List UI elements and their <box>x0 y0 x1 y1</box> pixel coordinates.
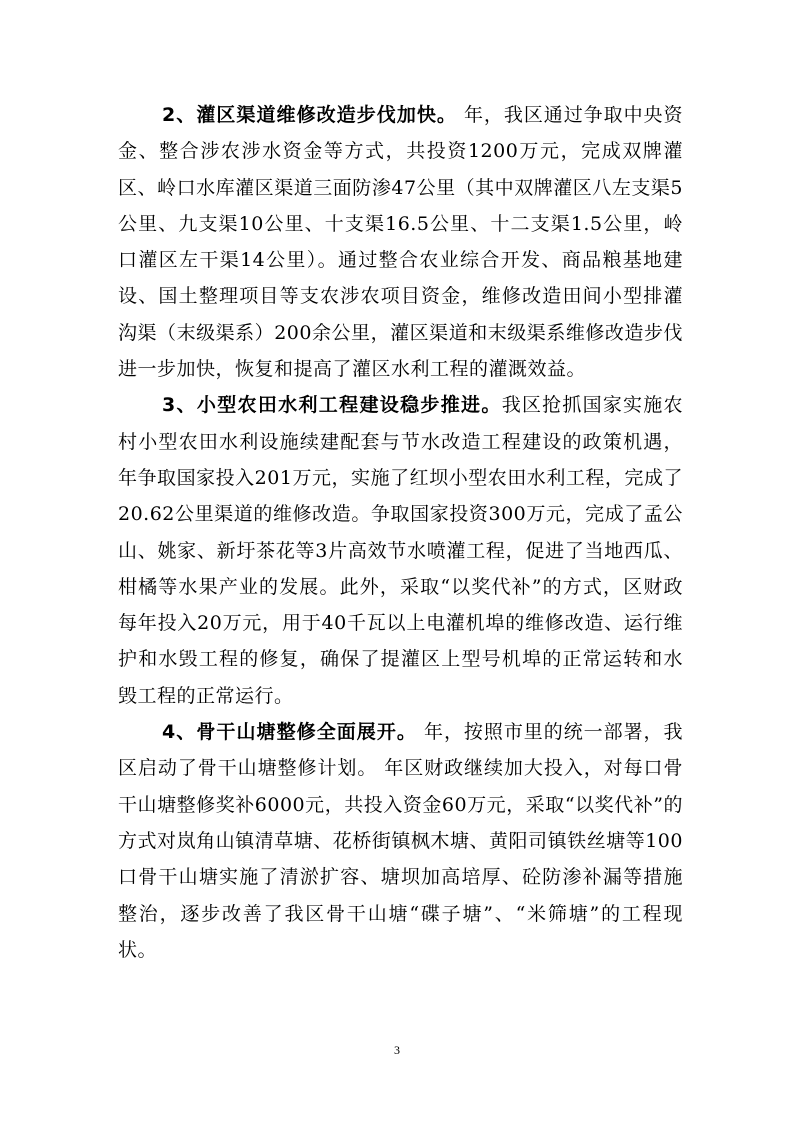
paragraph-canal-renovation <box>118 97 683 387</box>
document-body <box>118 97 683 968</box>
paragraph-pond-renovation <box>118 714 683 968</box>
paragraph-text: 我区抢抓国家实施农村小型农田水利设施续建配套与节水改造工程建设的政策机遇， 年争取国家投入201万元，实施了红坝小型农田水利工程，完成了20.62公里渠道的维修改造。争取国家投资300万元，完成了孟公山、姚家、新圩茶花等3片高效节水喷灌工程，促进了当地西瓜、柑橘等水果产业的发展。此外，采取“以奖代补”的方式，区财政每年投入20万元，用于40千瓦以上电灌机埠的维修改造、运行维护和水毁工程的修复，确保了提灌区上型号机埠的正常运转和水毁工程的正常运行。 <box>118 394 683 707</box>
paragraph-heading: 4、骨干山塘整修全面展开。 <box>162 721 417 744</box>
paragraph-farmland-irrigation <box>118 387 683 714</box>
paragraph-text: 年，我区通过争取中央资金、整合涉农涉水资金等方式，共投资1200万元，完成双牌灌区、岭口水库灌区渠道三面防渗47公里（其中双牌灌区八左支渠5公里、九支渠10公里、十支渠16.5公里、十二支渠1.5公里，岭口灌区左干渠14公里）。通过整合农业综合开发、商品粮基地建设、国土整理项目等支农涉农项目资金，维修改造田间小型排灌沟渠（末级渠系）200余公里，灌区渠道和末级渠系维修改造步伐进一步加快，恢复和提高了灌区水利工程的灌溉效益。 <box>118 104 683 381</box>
page-number: 3 <box>394 1043 400 1057</box>
paragraph-heading: 3、小型农田水利工程建设稳步推进。 <box>162 394 502 417</box>
paragraph-heading: 2、灌区渠道维修改造步伐加快。 <box>162 104 457 126</box>
paragraph-text: 年，按照市里的统一部署，我区启动了骨干山塘整修计划。 年区财政继续加大投入，对每口骨干山塘整修奖补6000元，共投入资金60万元，采取“以奖代补”的方式对岚角山镇清草塘、花桥街镇枫木塘、黄阳司镇铁丝塘等100口骨干山塘实施了清淤扩容、塘坝加高培厚、砼防渗补漏等措施整治，逐步改善了我区骨干山塘“碟子塘”、“米筛塘”的工程现状。 <box>118 721 683 961</box>
